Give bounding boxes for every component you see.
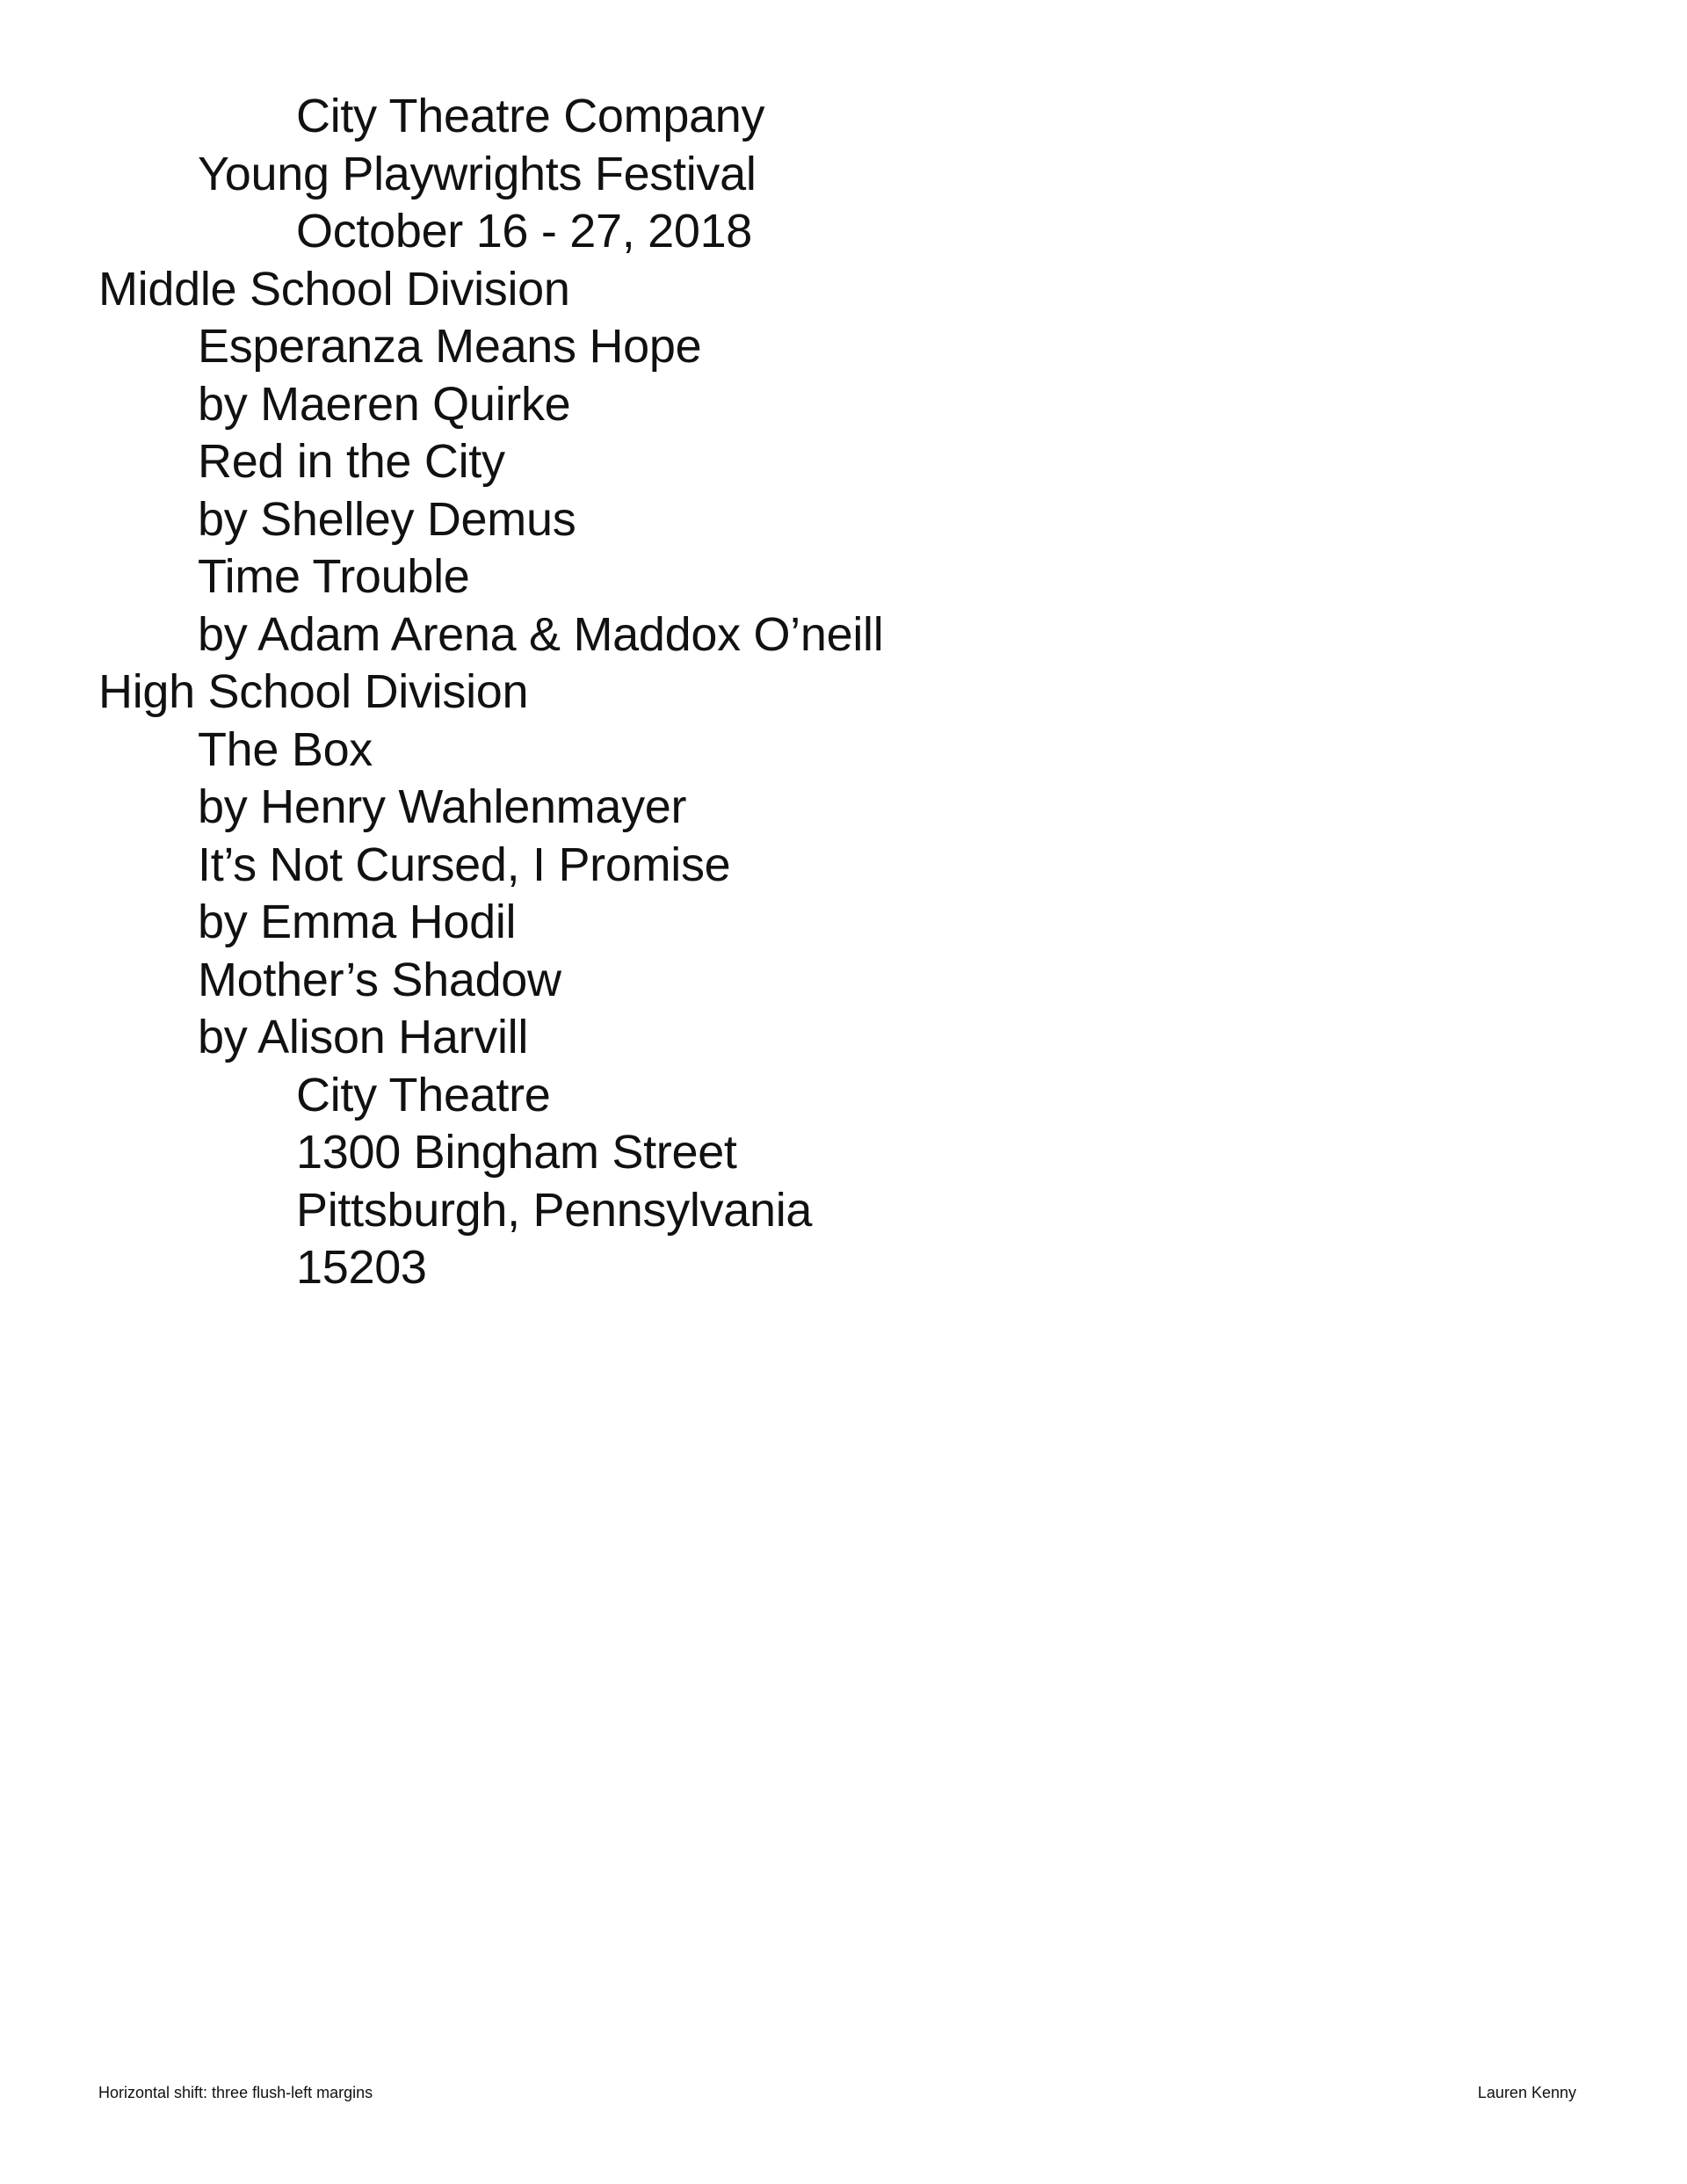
play-author: by Henry Wahlenmayer bbox=[198, 780, 687, 833]
division-heading-middle-school: Middle School Division bbox=[98, 262, 570, 316]
play-title: Time Trouble bbox=[198, 550, 470, 603]
play-title: Esperanza Means Hope bbox=[198, 320, 702, 373]
festival-name: Young Playwrights Festival bbox=[198, 147, 757, 200]
play-title: It’s Not Cursed, I Promise bbox=[198, 838, 731, 891]
poster-text bbox=[0, 88, 1687, 1297]
footer-designer: Lauren Kenny bbox=[1477, 2084, 1576, 2101]
play-author: by Shelley Demus bbox=[198, 492, 576, 546]
play-author: by Emma Hodil bbox=[198, 896, 517, 948]
company-name: City Theatre Company bbox=[296, 90, 765, 142]
play-title: Red in the City bbox=[198, 435, 505, 488]
play-title: Mother’s Shadow bbox=[198, 953, 561, 1006]
play-author: by Maeren Quirke bbox=[198, 377, 571, 431]
play-author: by Adam Arena & Maddox O’neill bbox=[198, 607, 884, 661]
division-heading-high-school: High School Division bbox=[98, 665, 529, 718]
venue-street: 1300 Bingham Street bbox=[296, 1126, 737, 1179]
venue-name: City Theatre bbox=[296, 1068, 551, 1121]
festival-dates: October 16 - 27, 2018 bbox=[296, 205, 753, 258]
footer-caption: Horizontal shift: three flush-left margins bbox=[98, 2084, 373, 2101]
play-author: by Alison Harvill bbox=[198, 1011, 529, 1063]
venue-city-state: Pittsburgh, Pennsylvania bbox=[296, 1183, 813, 1237]
play-title: The Box bbox=[198, 722, 373, 776]
venue-zip: 15203 bbox=[296, 1241, 427, 1294]
